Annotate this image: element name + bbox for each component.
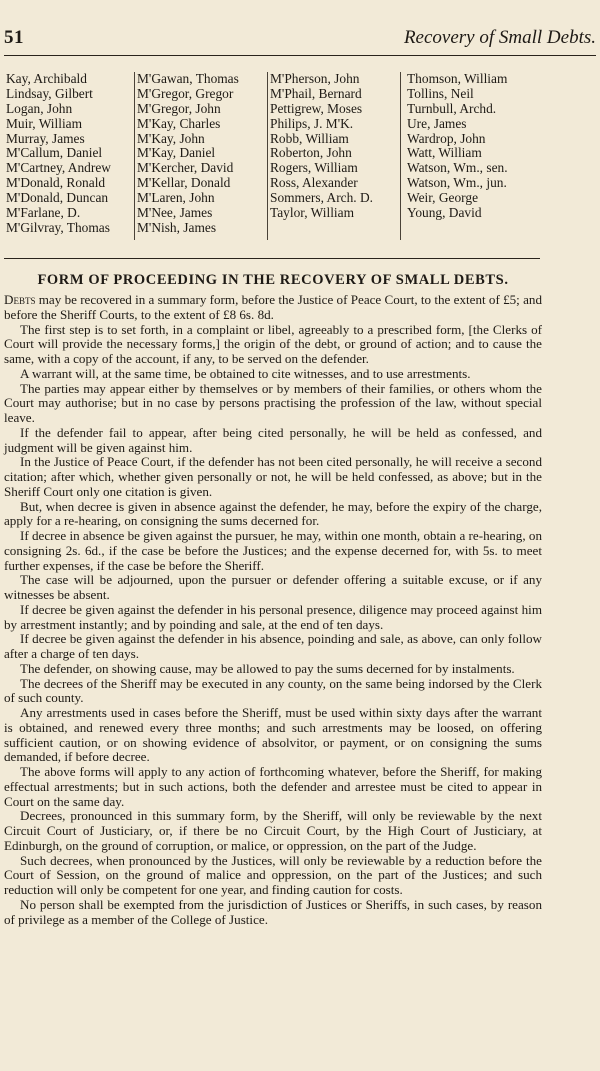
name-entry: Roberton, John: [270, 145, 352, 161]
name-entry: M'Kay, John: [137, 130, 205, 146]
name-entry: Ross, Alexander: [270, 175, 358, 191]
small-debts-section: [4, 271, 542, 927]
body-paragraph: The defender, on showing cause, may be allowed to pay the sums decerned for by instalments.: [20, 660, 515, 676]
name-entry: M'Kellar, Donald: [137, 175, 231, 191]
opening-paragraph: [4, 293, 542, 323]
body-paragraphs: [4, 323, 542, 928]
name-entry: M'Donald, Duncan: [6, 190, 109, 206]
body-paragraph: The case will be adjourned, upon the pursuer or defender offering a suitable excuse, or if any witnesses be absent.: [4, 572, 542, 602]
body-paragraph: Any arrestments used in cases before the Sheriff, must be used within sixty days after the warrant is obtained, and renewed every three months; and such arrestments may be loosed, on offering sufficient caution, or on showing evidence of absolvitor, or payment, or on consigning the sums demanded, if before decree.: [4, 705, 542, 765]
names-column: [401, 72, 535, 240]
name-entry: Thomson, William: [407, 72, 508, 86]
body-paragraph: In the Justice of Peace Court, if the defender has not been cited personally, he will receive a second citation; after which, whether given personally or not, he will be held confessed, as above; but in the Sheriff Court only one citation is given.: [4, 454, 542, 499]
name-entry: M'Gregor, John: [137, 100, 221, 116]
name-entry: Ure, James: [407, 115, 467, 131]
name-entry: Tollins, Neil: [407, 85, 474, 101]
opening-text: may be recovered in a summary form, before the Justice of Peace Court, to the extent of £5; and before the Sheriff Courts, to the extent of £8 6s. 8d.: [4, 292, 542, 322]
name-entry: M'Kercher, David: [137, 160, 234, 176]
name-entry: M'Gilvray, Thomas: [6, 219, 110, 235]
name-entry: M'Cartney, Andrew: [6, 160, 111, 176]
name-entry: Watson, Wm., sen.: [407, 160, 508, 176]
name-entry: M'Kay, Charles: [137, 115, 221, 131]
body-paragraph: No person shall be exempted from the jurisdiction of Justices or Sheriffs, in such cases, by reason of privilege as a member of the College of Justice.: [4, 896, 542, 927]
name-entry: Logan, John: [6, 100, 73, 116]
name-entry: Taylor, William: [270, 205, 355, 221]
name-entry: M'Nee, James: [137, 205, 213, 221]
names-column: [268, 72, 401, 240]
body-paragraph: A warrant will, at the same time, be obtained to cite witnesses, and to use arrestments.: [20, 365, 471, 381]
name-entry: Wardrop, John: [407, 130, 486, 146]
name-entry: Turnbull, Archd.: [407, 100, 497, 116]
body-paragraph: The decrees of the Sheriff may be executed in any county, on the same being indorsed by the Clerk of such county.: [4, 675, 542, 706]
body-paragraph: If decree in absence be given against the pursuer, he may, within one month, obtain a re-hearing, on consigning 2s. 6d., if the case be before the Justices; and the expense decerned for, with 5s. to meet further expenses, if the case be before the Sheriff.: [4, 528, 542, 573]
running-title: Recovery of Small Debts.: [403, 27, 596, 48]
names-column: [4, 72, 135, 240]
name-entry: Watt, William: [407, 145, 482, 161]
name-entry: M'Pherson, John: [270, 72, 360, 86]
name-entry: M'Laren, John: [137, 190, 215, 206]
name-entry: M'Nish, James: [137, 219, 217, 235]
name-entry: Muir, William: [6, 115, 83, 131]
name-entry: Pettigrew, Moses: [270, 100, 363, 116]
body-paragraph: Decrees, pronounced in this summary form, by the Sheriff, will only be reviewable by the next Circuit Court of Justiciary, or, if there be no Circuit Court, by the High Court of Justiciary, at Edinburgh, on the ground of corruption, or malice, or oppression, on the part of the Judge.: [4, 808, 542, 853]
opening-word: Debts: [4, 292, 36, 307]
body-paragraph: The parties may appear either by themselves or by members of their families, or others whom the Court may authorise; but in no case by persons practising the profession of the law, without special leave.: [4, 380, 542, 425]
name-entry: M'Gregor, Gregor: [137, 85, 234, 101]
names-list: [4, 72, 542, 240]
body-paragraph: If decree be given against the defender in his personal presence, diligence may proceed against him by arrestment instantly; and by poinding and sale, at the end of ten days.: [4, 601, 542, 632]
name-entry: M'Farlane, D.: [6, 205, 81, 221]
name-entry: Sommers, Arch. D.: [270, 190, 374, 206]
name-entry: Young, David: [407, 205, 482, 221]
body-paragraph: Such decrees, when pronounced by the Justices, will only be reviewable by a reduction before the Court of Session, on the ground of malice and oppression, on the part of the Justices; and such reduction will only be competent for one year, and finding caution for costs.: [4, 852, 542, 897]
page-header: [4, 27, 596, 56]
name-entry: Robb, William: [270, 130, 349, 146]
body-paragraph: But, when decree is given in absence against the defender, he may, before the expiry of the charge, apply for a re-hearing, on consigning the sums decerned for.: [4, 498, 542, 529]
name-entry: M'Kay, Daniel: [137, 145, 216, 161]
body-paragraph: If the defender fail to appear, after being cited personally, he will be held as confessed, and judgment will be given against him.: [4, 424, 542, 455]
name-entry: M'Phail, Bernard: [270, 85, 362, 101]
name-entry: Weir, George: [407, 190, 479, 206]
name-entry: Lindsay, Gilbert: [6, 85, 93, 101]
page-number: 51: [4, 27, 24, 48]
name-entry: M'Callum, Daniel: [6, 145, 103, 161]
body-paragraph: If decree be given against the defender in his absence, poinding and sale, as above, can only follow after a charge of ten days.: [4, 631, 542, 661]
name-entry: Kay, Archibald: [6, 72, 87, 86]
name-entry: M'Donald, Ronald: [6, 175, 106, 191]
name-entry: Watson, Wm., jun.: [407, 175, 507, 191]
name-entry: Rogers, William: [270, 160, 358, 176]
body-paragraph: The above forms will apply to any action of forthcoming whatever, before the Sheriff, for making effectual arrestments; but in such actions, both the defender and arrestee must be cited to appear in Court on the same day.: [4, 764, 542, 809]
body-paragraph: The first step is to set forth, in a complaint or libel, agreeably to a prescribed form, [the Clerks of Court will provide the necessary forms,] the origin of the debt, or ground of action; and to cause the same, with a copy of the account, if any, to be served on the defender.: [4, 321, 542, 366]
section-title: FORM OF PROCEEDING IN THE RECOVERY OF SMALL DEBTS.: [37, 272, 509, 288]
names-column: [135, 72, 268, 240]
name-entry: Philips, J. M'K.: [270, 115, 354, 131]
section-divider: [4, 258, 540, 259]
name-entry: M'Gawan, Thomas: [137, 72, 239, 86]
name-entry: Murray, James: [6, 130, 85, 146]
